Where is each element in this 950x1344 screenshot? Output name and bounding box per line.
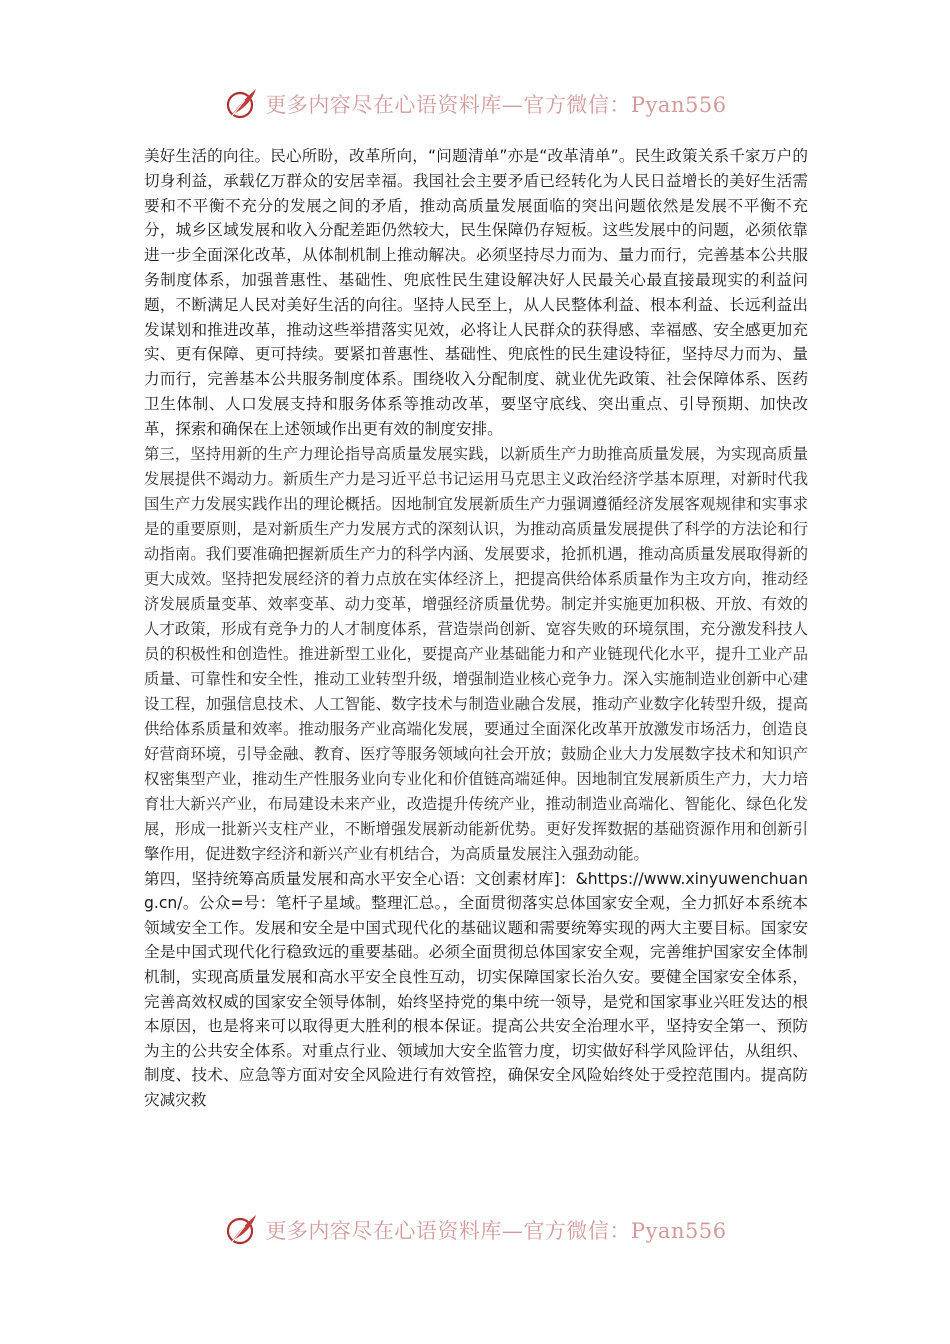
header-watermark-text: 更多内容尽在心语资料库—官方微信：Pyan556 <box>265 93 727 117</box>
feather-pen-icon <box>223 86 259 122</box>
paragraph-third-point: 第三，坚持用新的生产力理论指导高质量发展实践，以新质生产力助推高质量发展，为实现高质量发展提供不竭动力。新质生产力是习近平总书记运用马克思主义政治经济学基本原理，对新时代我国生产力发展实践作出的理论概括。因地制宜发展新质生产力强调遵循经济发展客观规律和实事求是的重要原则，是对新质生产力发展方式的深刻认识，为推动高质量发展提供了科学的方法论和行动指南。我们要准确把握新质生产力的科学内涵、发展要求，抢抓机遇，推动高质量发展取得新的更大成效。坚持把发展经济的着力点放在实体经济上，把提高供给体系质量作为主攻方向，推动经济发展质量变革、效率变革、动力变革，增强经济质量优势。制定并实施更加积极、开放、有效的人才政策，形成有竞争力的人才制度体系，营造崇尚创新、宽容失败的环境氛围，充分激发科技人员的积极性和创造性。推进新型工业化，要提高产业基础能力和产业链现代化水平，提升工业产品质量、可靠性和安全性，推动工业转型升级，增强制造业核心竞争力。深入实施制造业创新中心建设工程，加强信息技术、人工智能、数字技术与制造业融合发展，推动产业数字化转型升级，提高供给体系质量和效率。推动服务产业高端化发展，要通过全面深化改革开放激发市场活力，创造良好营商环境，引导金融、教育、医疗等服务领域向社会开放；鼓励企业大力发展数字技术和知识产权密集型产业，推动生产性服务业向专业化和价值链高端延伸。因地制宜发展新质生产力，大力培育壮大新兴产业，布局建设未来产业，改造提升传统产业，推动制造业高端化、智能化、绿色化发展，形成一批新兴支柱产业，不断增强发展新动能新优势。更好发挥数据的基础资源作用和创新引擎作用，促进数字经济和新兴产业有机结合，为高质量发展注入强劲动能。 <box>144 444 808 863</box>
footer-watermark-text: 更多内容尽在心语资料库—官方微信：Pyan556 <box>265 1219 727 1243</box>
feather-pen-icon <box>223 1212 259 1248</box>
paragraph-livelihood: 美好生活的向往。民心所盼，改革所向，“问题清单”亦是“改革清单”。民生政策关系千家万户的切身利益，承载亿万群众的安居幸福。我国社会主要矛盾已经转化为人民日益增长的美好生活需要和不平衡不充分的发展之间的矛盾，推动高质量发展面临的突出问题依然是发展不平衡不充分，城乡区域发展和收入分配差距仍然较大，民生保障仍存短板。这些发展中的问题，必须依靠进一步全面深化改革，从体制机制上推动解决。必须坚持尽力而为、量力而行，完善基本公共服务制度体系，加强普惠性、基础性、兜底性民生建设解决好人民最关心最直接最现实的利益问题，不断满足人民对美好生活的向往。坚持人民至上，从人民整体利益、根本利益、长远利益出发谋划和推进改革，推动这些举措落实见效，必将让人民群众的获得感、幸福感、安全感更加充实、更有保障、更可持续。要紧扣普惠性、基础性、兜底性的民生建设特征，坚持尽力而为、量力而行，完善基本公共服务制度体系。围绕收入分配制度、就业优先政策、社会保障体系、医药卫生体制、人口发展支持和服务体系等推动改革，要坚守底线、突出重点、引导预期、加快改革，探索和确保在上述领域作出更有效的制度安排。 <box>144 147 808 438</box>
footer-watermark-banner <box>0 1210 950 1250</box>
header-watermark-banner <box>0 84 950 124</box>
document-body <box>144 144 808 1113</box>
paragraph-fourth-point: 第四，坚持统筹高质量发展和高水平安全心语：文创素材库]：&https://www.xinyuwenchuang.cn/。公众=号：笔杆子星域。整理汇总。，全面贯彻落实总体国家安全观，全力抓好本系统本领域安全工作。发展和安全是中国式现代化的基础议题和需要统筹实现的两大主要目标。国家安全是中国式现代化行稳致远的重要基础。必须全面贯彻总体国家安全观，完善维护国家安全体制机制，实现高质量发展和高水平安全良性互动，切实保障国家长治久安。要健全国家安全体系，完善高效权威的国家安全领导体制，始终坚持党的集中统一领导，是党和国家事业兴旺发达的根本原因，也是将来可以取得更大胜利的根本保证。提高公共安全治理水平，坚持安全第一、预防为主的公共安全体系。对重点行业、领域加大安全监管力度，切实做好科学风险评估，从组织、制度、技术、应急等方面对安全风险进行有效管控，确保安全风险始终处于受控范围内。提高防灾减灾救 <box>144 869 808 1109</box>
